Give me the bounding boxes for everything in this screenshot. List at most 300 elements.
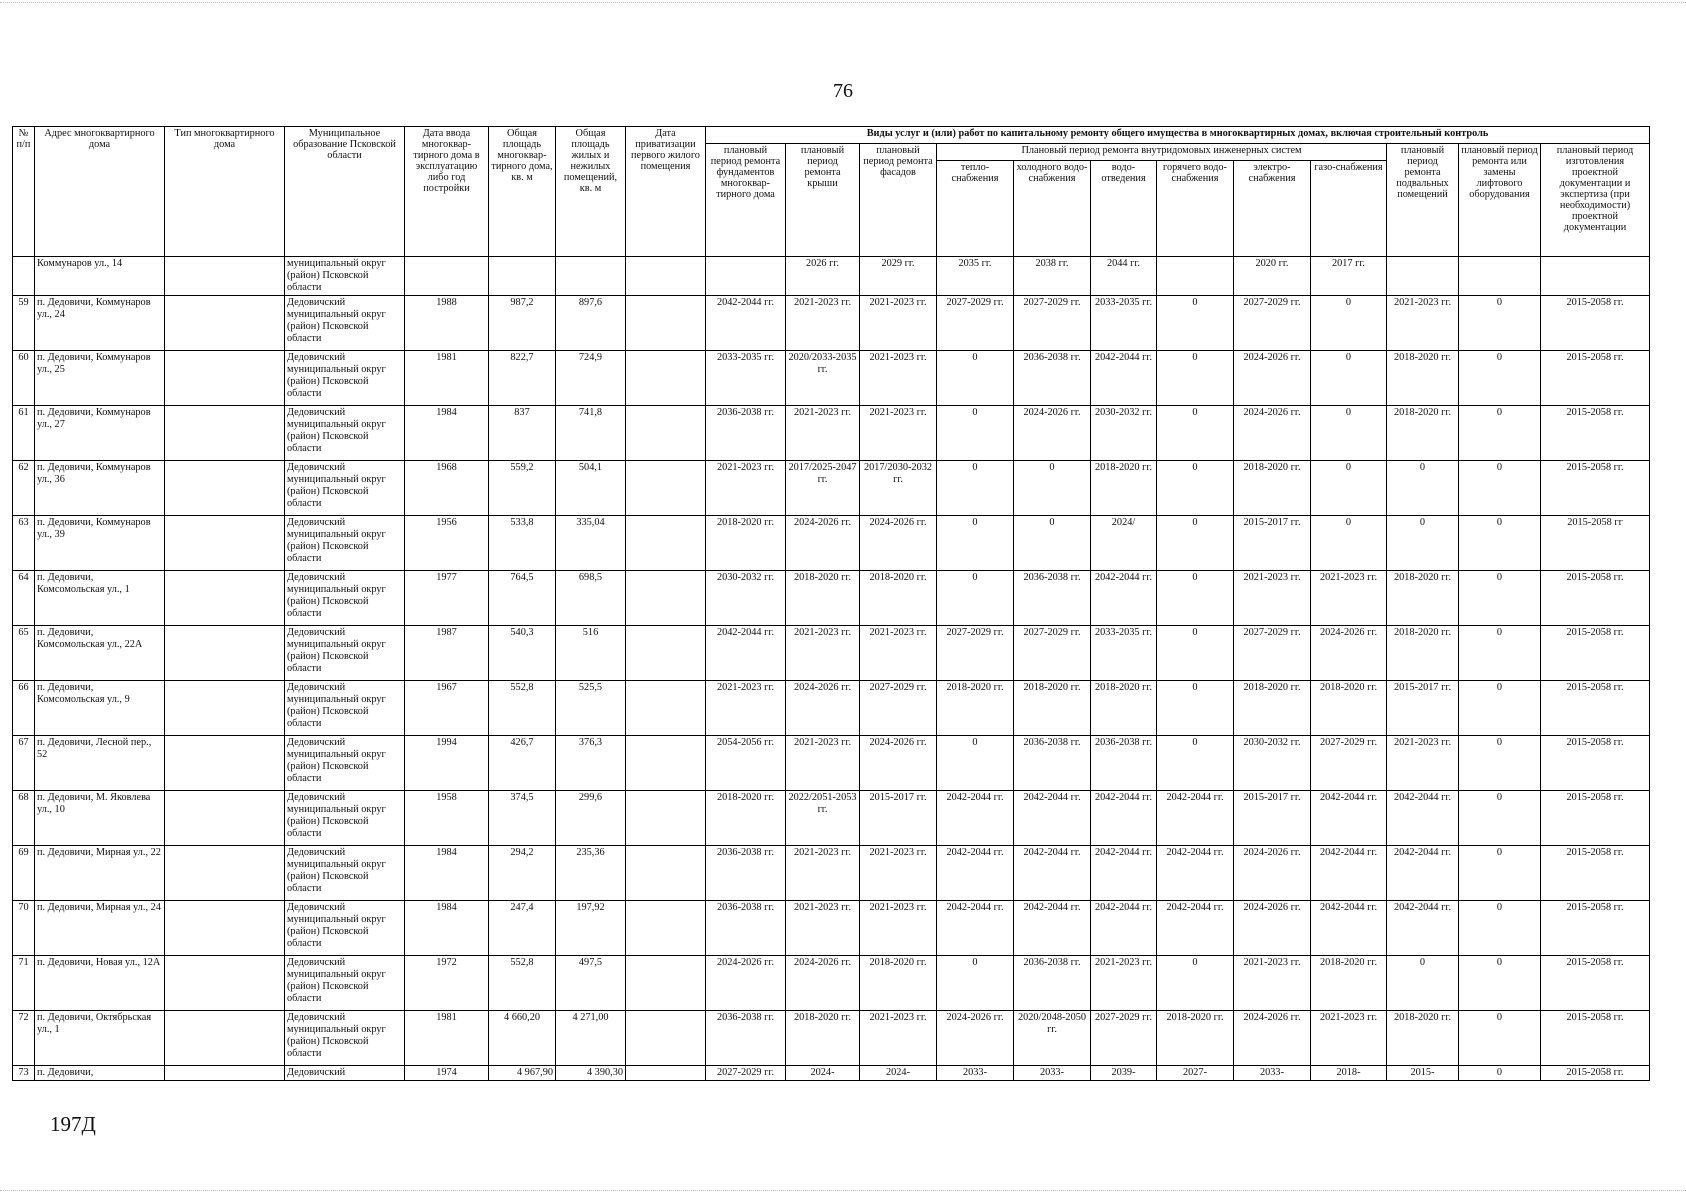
cell-roof: 2021-2023 гг. (786, 901, 860, 956)
cell-total-area: 837 (489, 406, 556, 461)
cell-total-area: 987,2 (489, 296, 556, 351)
cell-heat: 2018-2020 гг. (937, 681, 1014, 736)
cell-total-area: 540,3 (489, 626, 556, 681)
table-row (13, 351, 1650, 406)
cell-hot-water: 0 (1157, 461, 1234, 516)
header-address: Адрес многоквартирного дома (35, 127, 165, 257)
cell-design: 2015-2058 гг. (1541, 351, 1650, 406)
cell-num: 60 (13, 351, 35, 406)
cell-roof: 2021-2023 гг. (786, 846, 860, 901)
cell-municipality: муниципальный округ (район) Псковской области (285, 257, 405, 296)
cell-gas: 2042-2044 гг. (1311, 846, 1387, 901)
cell-type (165, 681, 285, 736)
cell-electric: 2024-2026 гг. (1234, 901, 1311, 956)
cell-electric: 2015-2017 гг. (1234, 516, 1311, 571)
cell-heat: 2042-2044 гг. (937, 846, 1014, 901)
cell-foundation: 2018-2020 гг. (706, 791, 786, 846)
cell-electric: 2030-2032 гг. (1234, 736, 1311, 791)
cell-foundation: 2021-2023 гг. (706, 461, 786, 516)
cell-address: Коммунаров ул., 14 (35, 257, 165, 296)
cell-num: 68 (13, 791, 35, 846)
cell-elevator: 0 (1459, 296, 1541, 351)
cell-commission-date: 1981 (405, 351, 489, 406)
cell-gas: 2017 гг. (1311, 257, 1387, 296)
cell-heat: 0 (937, 351, 1014, 406)
cell-roof: 2021-2023 гг. (786, 736, 860, 791)
cell-privatization (626, 406, 706, 461)
cell-sewer: 2030-2032 гг. (1091, 406, 1157, 461)
cell-basement: 2042-2044 гг. (1387, 901, 1459, 956)
cell-foundation: 2036-2038 гг. (706, 901, 786, 956)
cell-type (165, 516, 285, 571)
cell-facade: 2024-2026 гг. (860, 516, 937, 571)
cell-hot-water: 0 (1157, 626, 1234, 681)
scan-edge-top (0, 2, 1686, 6)
cell-electric: 2021-2023 гг. (1234, 571, 1311, 626)
cell-address: п. Дедовичи, Октябрьская ул., 1 (35, 1011, 165, 1066)
cell-privatization (626, 296, 706, 351)
cell-foundation: 2030-2032 гг. (706, 571, 786, 626)
cell-municipality: Дедовичский муниципальный округ (район) Псковской области (285, 901, 405, 956)
cell-living-area: 741,8 (556, 406, 626, 461)
table-row (13, 1011, 1650, 1066)
cell-cold-water: 2038 гг. (1014, 257, 1091, 296)
cell-privatization (626, 461, 706, 516)
cell-commission-date: 1988 (405, 296, 489, 351)
cell-elevator: 0 (1459, 406, 1541, 461)
cell-num (13, 257, 35, 296)
cell-design: 2015-2058 гг. (1541, 901, 1650, 956)
cell-hot-water: 0 (1157, 351, 1234, 406)
cell-commission-date: 1958 (405, 791, 489, 846)
cell-commission-date: 1987 (405, 626, 489, 681)
scan-edge-bottom (0, 1190, 1686, 1194)
cell-facade: 2024- (860, 1066, 937, 1081)
cell-gas: 2018-2020 гг. (1311, 681, 1387, 736)
cell-design: 2015-2058 гг. (1541, 1066, 1650, 1081)
cell-num: 66 (13, 681, 35, 736)
header-hot-water: горячего водо-снабжения (1157, 161, 1234, 257)
cell-gas: 0 (1311, 461, 1387, 516)
cell-design: 2015-2058 гг. (1541, 846, 1650, 901)
cell-address: п. Дедовичи, Комсомольская ул., 22А (35, 626, 165, 681)
cell-total-area: 764,5 (489, 571, 556, 626)
cell-municipality: Дедовичский муниципальный округ (район) Псковской области (285, 791, 405, 846)
cell-type (165, 901, 285, 956)
cell-design: 2015-2058 гг. (1541, 461, 1650, 516)
cell-address: п. Дедовичи, Комсомольская ул., 9 (35, 681, 165, 736)
cell-privatization (626, 901, 706, 956)
cell-basement (1387, 257, 1459, 296)
table-row (13, 296, 1650, 351)
cell-commission-date: 1956 (405, 516, 489, 571)
table-row (13, 516, 1650, 571)
header-basement: плановый период ремонта подвальных помещений (1387, 144, 1459, 257)
cell-num: 64 (13, 571, 35, 626)
cell-total-area (489, 257, 556, 296)
cell-design: 2015-2058 гг. (1541, 626, 1650, 681)
cell-living-area (556, 257, 626, 296)
cell-commission-date: 1968 (405, 461, 489, 516)
cell-design: 2015-2058 гг. (1541, 571, 1650, 626)
cell-electric: 2024-2026 гг. (1234, 351, 1311, 406)
cell-cold-water: 0 (1014, 461, 1091, 516)
header-row-1 (13, 127, 1650, 144)
cell-address: п. Дедовичи, М. Яковлева ул., 10 (35, 791, 165, 846)
cell-cold-water: 2027-2029 гг. (1014, 626, 1091, 681)
cell-num: 67 (13, 736, 35, 791)
cell-address: п. Дедовичи, Мирная ул., 24 (35, 901, 165, 956)
cell-sewer: 2036-2038 гг. (1091, 736, 1157, 791)
capital-repair-table (12, 126, 1650, 1081)
cell-address: п. Дедовичи, Коммунаров ул., 24 (35, 296, 165, 351)
cell-total-area: 822,7 (489, 351, 556, 406)
cell-electric: 2024-2026 гг. (1234, 1011, 1311, 1066)
cell-cold-water: 2036-2038 гг. (1014, 736, 1091, 791)
cell-commission-date: 1984 (405, 901, 489, 956)
cell-basement: 0 (1387, 461, 1459, 516)
cell-living-area: 299,6 (556, 791, 626, 846)
table-row (13, 626, 1650, 681)
cell-design: 2015-2058 гг. (1541, 406, 1650, 461)
header-services-group: Виды услуг и (или) работ по капитальному ремонту общего имущества в многоквартирных домах, включая строительный контроль (706, 127, 1650, 144)
cell-roof: 2024-2026 гг. (786, 681, 860, 736)
cell-heat: 0 (937, 461, 1014, 516)
cell-privatization (626, 791, 706, 846)
cell-total-area: 4 660,20 (489, 1011, 556, 1066)
header-type: Тип многоквартирного дома (165, 127, 285, 257)
cell-sewer: 2027-2029 гг. (1091, 1011, 1157, 1066)
cell-address: п. Дедовичи, Мирная ул., 22 (35, 846, 165, 901)
cell-elevator: 0 (1459, 351, 1541, 406)
cell-roof: 2018-2020 гг. (786, 1011, 860, 1066)
cell-privatization (626, 736, 706, 791)
cell-heat: 2027-2029 гг. (937, 296, 1014, 351)
cell-municipality: Дедовичский муниципальный округ (район) Псковской области (285, 626, 405, 681)
cell-heat: 2024-2026 гг. (937, 1011, 1014, 1066)
cell-gas: 2027-2029 гг. (1311, 736, 1387, 791)
cell-roof: 2024-2026 гг. (786, 516, 860, 571)
header-heat: тепло-снабжения (937, 161, 1014, 257)
cell-type (165, 1066, 285, 1081)
cell-design: 2015-2058 гг (1541, 516, 1650, 571)
cell-facade: 2018-2020 гг. (860, 571, 937, 626)
cell-gas: 0 (1311, 351, 1387, 406)
header-elevator: плановый период ремонта или замены лифтового оборудования (1459, 144, 1541, 257)
header-foundation: плановый период ремонта фундаментов многоквар-тирного дома (706, 144, 786, 257)
cell-elevator: 0 (1459, 571, 1541, 626)
cell-type (165, 1011, 285, 1066)
cell-basement: 2021-2023 гг. (1387, 736, 1459, 791)
cell-commission-date: 1967 (405, 681, 489, 736)
cell-basement: 2018-2020 гг. (1387, 626, 1459, 681)
cell-hot-water: 0 (1157, 571, 1234, 626)
cell-facade: 2015-2017 гг. (860, 791, 937, 846)
cell-type (165, 296, 285, 351)
cell-cold-water: 2042-2044 гг. (1014, 901, 1091, 956)
cell-living-area: 897,6 (556, 296, 626, 351)
cell-basement: 0 (1387, 516, 1459, 571)
cell-facade: 2029 гг. (860, 257, 937, 296)
cell-gas: 0 (1311, 406, 1387, 461)
cell-electric: 2033- (1234, 1066, 1311, 1081)
cell-address: п. Дедовичи, Лесной пер., 52 (35, 736, 165, 791)
cell-privatization (626, 257, 706, 296)
cell-commission-date (405, 257, 489, 296)
cell-hot-water: 2042-2044 гг. (1157, 846, 1234, 901)
cell-sewer: 2024/ (1091, 516, 1157, 571)
cell-gas: 2042-2044 гг. (1311, 901, 1387, 956)
cell-commission-date: 1974 (405, 1066, 489, 1081)
cell-elevator (1459, 257, 1541, 296)
cell-facade: 2017/2030-2032 гг. (860, 461, 937, 516)
cell-hot-water: 2042-2044 гг. (1157, 791, 1234, 846)
cell-roof: 2022/2051-2053 гг. (786, 791, 860, 846)
cell-type (165, 461, 285, 516)
cell-heat: 0 (937, 406, 1014, 461)
cell-electric: 2027-2029 гг. (1234, 296, 1311, 351)
cell-cold-water: 2036-2038 гг. (1014, 956, 1091, 1011)
cell-privatization (626, 351, 706, 406)
cell-heat: 2033- (937, 1066, 1014, 1081)
cell-elevator: 0 (1459, 516, 1541, 571)
cell-sewer: 2018-2020 гг. (1091, 681, 1157, 736)
cell-municipality: Дедовичский муниципальный округ (район) Псковской области (285, 461, 405, 516)
cell-cold-water: 2033- (1014, 1066, 1091, 1081)
cell-num: 65 (13, 626, 35, 681)
cell-total-area: 559,2 (489, 461, 556, 516)
cell-commission-date: 1984 (405, 846, 489, 901)
cell-address: п. Дедовичи, Коммунаров ул., 25 (35, 351, 165, 406)
cell-roof: 2021-2023 гг. (786, 406, 860, 461)
cell-elevator: 0 (1459, 681, 1541, 736)
cell-privatization (626, 846, 706, 901)
cell-type (165, 846, 285, 901)
cell-electric: 2024-2026 гг. (1234, 406, 1311, 461)
cell-sewer: 2033-2035 гг. (1091, 626, 1157, 681)
cell-facade: 2021-2023 гг. (860, 296, 937, 351)
cell-facade: 2018-2020 гг. (860, 956, 937, 1011)
table-row (13, 736, 1650, 791)
cell-hot-water: 2027- (1157, 1066, 1234, 1081)
cell-living-area: 376,3 (556, 736, 626, 791)
cell-roof: 2021-2023 гг. (786, 626, 860, 681)
cell-basement: 0 (1387, 956, 1459, 1011)
cell-commission-date: 1984 (405, 406, 489, 461)
cell-basement: 2018-2020 гг. (1387, 571, 1459, 626)
cell-privatization (626, 956, 706, 1011)
cell-basement: 2021-2023 гг. (1387, 296, 1459, 351)
cell-gas: 2042-2044 гг. (1311, 791, 1387, 846)
cell-cold-water: 2018-2020 гг. (1014, 681, 1091, 736)
header-municipality: Муниципальное образование Псковской области (285, 127, 405, 257)
cell-design: 2015-2058 гг. (1541, 1011, 1650, 1066)
cell-electric: 2021-2023 гг. (1234, 956, 1311, 1011)
cell-roof: 2024-2026 гг. (786, 956, 860, 1011)
cell-sewer: 2042-2044 гг. (1091, 901, 1157, 956)
page-number: 76 (833, 80, 853, 102)
header-num: № п/п (13, 127, 35, 257)
table-body (13, 257, 1650, 1066)
cell-design: 2015-2058 гг. (1541, 791, 1650, 846)
table-row-last (13, 1066, 1650, 1081)
cell-facade: 2021-2023 гг. (860, 626, 937, 681)
header-gas: газо-снабжения (1311, 161, 1387, 257)
cell-elevator: 0 (1459, 901, 1541, 956)
cell-elevator: 0 (1459, 846, 1541, 901)
cell-elevator: 0 (1459, 736, 1541, 791)
cell-living-area: 698,5 (556, 571, 626, 626)
cell-foundation: 2024-2026 гг. (706, 956, 786, 1011)
cell-elevator: 0 (1459, 461, 1541, 516)
table-row (13, 571, 1650, 626)
cell-type (165, 406, 285, 461)
cell-total-area: 294,2 (489, 846, 556, 901)
header-facade: плановый период ремонта фасадов (860, 144, 937, 257)
cell-basement: 2015-2017 гг. (1387, 681, 1459, 736)
cell-sewer: 2044 гг. (1091, 257, 1157, 296)
cell-sewer: 2018-2020 гг. (1091, 461, 1157, 516)
cell-heat: 2042-2044 гг. (937, 791, 1014, 846)
cell-facade: 2027-2029 гг. (860, 681, 937, 736)
cell-cold-water: 2036-2038 гг. (1014, 351, 1091, 406)
cell-heat: 0 (937, 956, 1014, 1011)
cell-design: 2015-2058 гг. (1541, 296, 1650, 351)
cell-living-area: 4 390,30 (556, 1066, 626, 1081)
cell-privatization (626, 626, 706, 681)
cell-foundation: 2033-2035 гг. (706, 351, 786, 406)
cell-total-area: 4 967,90 (489, 1066, 556, 1081)
cell-hot-water: 0 (1157, 956, 1234, 1011)
cell-hot-water: 0 (1157, 736, 1234, 791)
cell-total-area: 374,5 (489, 791, 556, 846)
cell-total-area: 552,8 (489, 681, 556, 736)
cell-electric: 2020 гг. (1234, 257, 1311, 296)
cell-foundation: 2036-2038 гг. (706, 846, 786, 901)
cell-sewer: 2033-2035 гг. (1091, 296, 1157, 351)
cell-type (165, 736, 285, 791)
header-total-area: Общая площадь многоквар-тирного дома, кв. м (489, 127, 556, 257)
cell-total-area: 426,7 (489, 736, 556, 791)
cell-living-area: 724,9 (556, 351, 626, 406)
cell-basement: 2042-2044 гг. (1387, 846, 1459, 901)
table-row (13, 406, 1650, 461)
cell-sewer: 2039- (1091, 1066, 1157, 1081)
cell-num: 62 (13, 461, 35, 516)
cell-num: 59 (13, 296, 35, 351)
cell-municipality: Дедовичский (285, 1066, 405, 1081)
cell-sewer: 2021-2023 гг. (1091, 956, 1157, 1011)
cell-foundation: 2027-2029 гг. (706, 1066, 786, 1081)
cell-electric: 2018-2020 гг. (1234, 681, 1311, 736)
cell-municipality: Дедовичский муниципальный округ (район) Псковской области (285, 296, 405, 351)
header-design: плановый период изготовления проектной документации и экспертиза (при необходимости) проектной документации (1541, 144, 1650, 257)
footer-code: 197Д (50, 1112, 96, 1136)
cell-cold-water: 2024-2026 гг. (1014, 406, 1091, 461)
cell-gas: 2018-2020 гг. (1311, 956, 1387, 1011)
cell-address: п. Дедовичи, (35, 1066, 165, 1081)
cell-foundation: 2018-2020 гг. (706, 516, 786, 571)
cell-commission-date: 1994 (405, 736, 489, 791)
cell-living-area: 497,5 (556, 956, 626, 1011)
cell-electric: 2024-2026 гг. (1234, 846, 1311, 901)
cell-gas: 0 (1311, 296, 1387, 351)
cell-roof: 2017/2025-2047 гг. (786, 461, 860, 516)
cell-gas: 2024-2026 гг. (1311, 626, 1387, 681)
cell-num: 70 (13, 901, 35, 956)
cell-elevator: 0 (1459, 626, 1541, 681)
cell-cold-water: 2042-2044 гг. (1014, 846, 1091, 901)
cell-cold-water: 2020/2048-2050 гг. (1014, 1011, 1091, 1066)
cell-commission-date: 1972 (405, 956, 489, 1011)
cell-basement: 2015- (1387, 1066, 1459, 1081)
cell-facade: 2021-2023 гг. (860, 406, 937, 461)
cell-address: п. Дедовичи, Коммунаров ул., 27 (35, 406, 165, 461)
cell-privatization (626, 1011, 706, 1066)
cell-hot-water: 0 (1157, 681, 1234, 736)
cell-electric: 2018-2020 гг. (1234, 461, 1311, 516)
cell-num: 71 (13, 956, 35, 1011)
cell-foundation: 2036-2038 гг. (706, 406, 786, 461)
cell-municipality: Дедовичский муниципальный округ (район) Псковской области (285, 1011, 405, 1066)
cell-num: 69 (13, 846, 35, 901)
table-row (13, 461, 1650, 516)
cell-total-area: 552,8 (489, 956, 556, 1011)
cell-total-area: 533,8 (489, 516, 556, 571)
cell-address: п. Дедовичи, Коммунаров ул., 39 (35, 516, 165, 571)
header-commission-date: Дата ввода многоквар-тирного дома в эксплуатацию либо год постройки (405, 127, 489, 257)
cell-heat: 2027-2029 гг. (937, 626, 1014, 681)
cell-num: 61 (13, 406, 35, 461)
cell-design: 2015-2058 гг. (1541, 956, 1650, 1011)
header-living-area: Общая площадь жилых и нежилых помещений, кв. м (556, 127, 626, 257)
table-row-continuation (13, 257, 1650, 296)
cell-municipality: Дедовичский муниципальный округ (район) Псковской области (285, 571, 405, 626)
cell-type (165, 956, 285, 1011)
cell-roof: 2021-2023 гг. (786, 296, 860, 351)
cell-sewer: 2042-2044 гг. (1091, 351, 1157, 406)
cell-electric: 2015-2017 гг. (1234, 791, 1311, 846)
header-sewer: водо-отведения (1091, 161, 1157, 257)
cell-foundation: 2036-2038 гг. (706, 1011, 786, 1066)
cell-hot-water: 2018-2020 гг. (1157, 1011, 1234, 1066)
header-systems-group: Плановый период ремонта внутридомовых инженерных систем (937, 144, 1387, 161)
cell-num: 73 (13, 1066, 35, 1081)
cell-elevator: 0 (1459, 1011, 1541, 1066)
cell-address: п. Дедовичи, Комсомольская ул., 1 (35, 571, 165, 626)
cell-living-area: 335,04 (556, 516, 626, 571)
cell-hot-water: 0 (1157, 296, 1234, 351)
cell-roof: 2020/2033-2035 гг. (786, 351, 860, 406)
table-row (13, 791, 1650, 846)
cell-living-area: 4 271,00 (556, 1011, 626, 1066)
header-electric: электро-снабжения (1234, 161, 1311, 257)
header-privatization: Дата приватизации первого жилого помещения (626, 127, 706, 257)
cell-basement: 2018-2020 гг. (1387, 1011, 1459, 1066)
cell-heat: 2035 гг. (937, 257, 1014, 296)
cell-living-area: 235,36 (556, 846, 626, 901)
cell-electric: 2027-2029 гг. (1234, 626, 1311, 681)
cell-facade: 2021-2023 гг. (860, 1011, 937, 1066)
cell-privatization (626, 516, 706, 571)
cell-heat: 0 (937, 736, 1014, 791)
cell-facade: 2024-2026 гг. (860, 736, 937, 791)
header-roof: плановый период ремонта крыши (786, 144, 860, 257)
cell-hot-water: 0 (1157, 406, 1234, 461)
cell-commission-date: 1977 (405, 571, 489, 626)
cell-municipality: Дедовичский муниципальный округ (район) Псковской области (285, 516, 405, 571)
table-row (13, 956, 1650, 1011)
